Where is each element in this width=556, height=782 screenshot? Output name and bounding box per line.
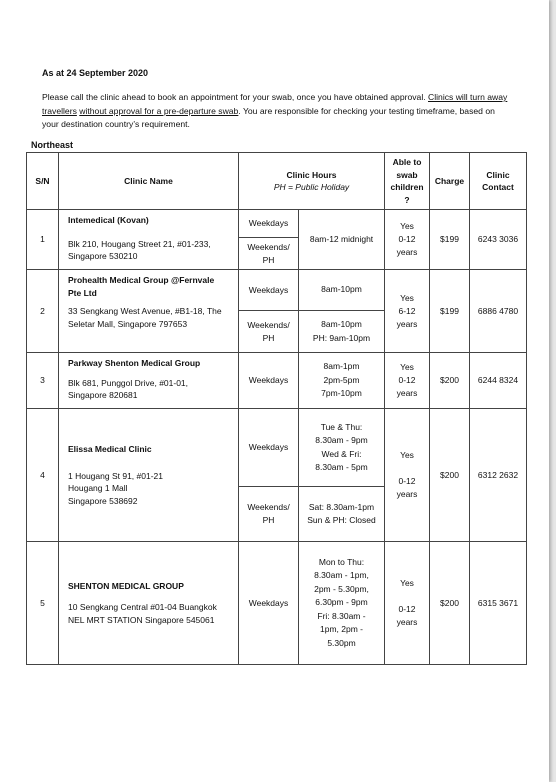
row-sn: 4 bbox=[27, 409, 59, 542]
hours-value: Mon to Thu: 8.30am - 1pm, 2pm - 5.30pm, 6.30pm - 9pm Fri: 8.30am - 1pm, 2pm - 5.30pm bbox=[299, 542, 385, 665]
table-row bbox=[27, 409, 527, 487]
contact-value: 6244 8324 bbox=[470, 353, 527, 409]
hours-value: Tue & Thu: 8.30am - 9pm Wed & Fri: 8.30am - 5pm bbox=[299, 409, 385, 487]
clinic-address: 33 Sengkang West Avenue, #B1-18, The Seletar Mall, Singapore 797653 bbox=[68, 306, 222, 329]
clinic-cell bbox=[59, 270, 239, 353]
table-row bbox=[27, 353, 527, 409]
clinic-address: Blk 681, Punggol Drive, #01-01, Singapore 820681 bbox=[68, 377, 189, 400]
notice-text-3: without approval for a pre-departure swab bbox=[79, 105, 239, 116]
clinic-address: 1 Hougang St 91, #01-21 Hougang 1 Mall Singapore 538692 bbox=[68, 470, 163, 506]
table-row bbox=[27, 542, 527, 665]
region-heading: Northeast bbox=[31, 140, 74, 150]
header-hours-note: PH = Public Holiday bbox=[273, 182, 350, 192]
clinic-name: Intemedical (Kovan) bbox=[68, 215, 149, 225]
hours-day-label: Weekdays bbox=[239, 210, 299, 238]
clinic-cell bbox=[59, 409, 239, 542]
notice-text-4: . You are responsible for checking your testing timeframe, based on your destination country’s requirement. bbox=[42, 105, 495, 129]
clinic-address: 10 Sengkang Central #01-04 Buangkok NEL MRT STATION Singapore 545061 bbox=[68, 602, 217, 625]
clinic-name: Prohealth Medical Group @Fernvale Pte Ltd bbox=[68, 275, 215, 298]
children-range: 0-12 years bbox=[396, 604, 418, 627]
hours-day-label: Weekdays bbox=[239, 270, 299, 311]
table-row bbox=[27, 210, 527, 238]
contact-value: 6315 3671 bbox=[470, 542, 527, 665]
hours-value: 8am-10pm PH: 9am-10pm bbox=[299, 311, 385, 353]
clinic-name: SHENTON MEDICAL GROUP bbox=[68, 580, 184, 591]
table-row bbox=[27, 270, 527, 311]
children-value: Yes 0-12 years bbox=[385, 210, 430, 270]
hours-day-label: Weekdays bbox=[239, 409, 299, 487]
hours-day-label: Weekends/ PH bbox=[239, 311, 299, 353]
charge-value: $200 bbox=[430, 542, 470, 665]
hours-value: 8am-1pm 2pm-5pm 7pm-10pm bbox=[299, 353, 385, 409]
charge-value: $200 bbox=[430, 409, 470, 542]
clinic-cell bbox=[59, 210, 239, 270]
children-yes: Yes bbox=[400, 578, 414, 588]
clinic-address: Blk 210, Hougang Street 21, #01-233, Singapore 530210 bbox=[68, 238, 211, 261]
hours-day-label: Weekends/ PH bbox=[239, 487, 299, 542]
contact-value: 6243 3036 bbox=[470, 210, 527, 270]
clinic-name: Parkway Shenton Medical Group bbox=[68, 358, 201, 368]
header-sn: S/N bbox=[27, 153, 59, 210]
row-sn: 2 bbox=[27, 270, 59, 353]
header-clinic-name: Clinic Name bbox=[59, 153, 239, 210]
notice-text-2: Clinics will turn away travellers bbox=[42, 92, 508, 116]
children-yes: Yes bbox=[400, 450, 414, 460]
header-children: Able to swab children ? bbox=[385, 153, 430, 210]
as-at-date: As at 24 September 2020 bbox=[42, 68, 149, 78]
header-clinic-hours bbox=[239, 153, 385, 210]
header-charge: Charge bbox=[430, 153, 470, 210]
hours-value: 8am-10pm bbox=[299, 270, 385, 311]
clinic-name: Elissa Medical Clinic bbox=[68, 444, 152, 454]
clinic-cell bbox=[59, 542, 239, 665]
clinic-cell bbox=[59, 353, 239, 409]
contact-value: 6886 4780 bbox=[470, 270, 527, 353]
booking-notice bbox=[42, 91, 512, 132]
contact-value: 6312 2632 bbox=[470, 409, 527, 542]
notice-text-1: Please call the clinic ahead to book an appointment for your swab, once you have obtained approval. bbox=[42, 92, 426, 102]
row-sn: 5 bbox=[27, 542, 59, 665]
children-value: Yes 6-12 years bbox=[385, 270, 430, 353]
header-hours-label: Clinic Hours bbox=[286, 169, 337, 180]
header-contact: Clinic Contact bbox=[470, 153, 527, 210]
hours-day-label: Weekdays bbox=[239, 542, 299, 665]
row-sn: 3 bbox=[27, 353, 59, 409]
charge-value: $199 bbox=[430, 270, 470, 353]
children-value bbox=[385, 409, 430, 542]
hours-value: 8am-12 midnight bbox=[299, 210, 385, 270]
hours-value: Sat: 8.30am-1pm Sun & PH: Closed bbox=[299, 487, 385, 542]
charge-value: $199 bbox=[430, 210, 470, 270]
children-value bbox=[385, 542, 430, 665]
clinics-table bbox=[26, 152, 527, 665]
row-sn: 1 bbox=[27, 210, 59, 270]
hours-day-label: Weekends/ PH bbox=[239, 238, 299, 270]
children-range: 0-12 years bbox=[396, 476, 418, 499]
hours-day-label: Weekdays bbox=[239, 353, 299, 409]
children-value: Yes 0-12 years bbox=[385, 353, 430, 409]
table-header-row bbox=[27, 153, 527, 210]
charge-value: $200 bbox=[430, 353, 470, 409]
